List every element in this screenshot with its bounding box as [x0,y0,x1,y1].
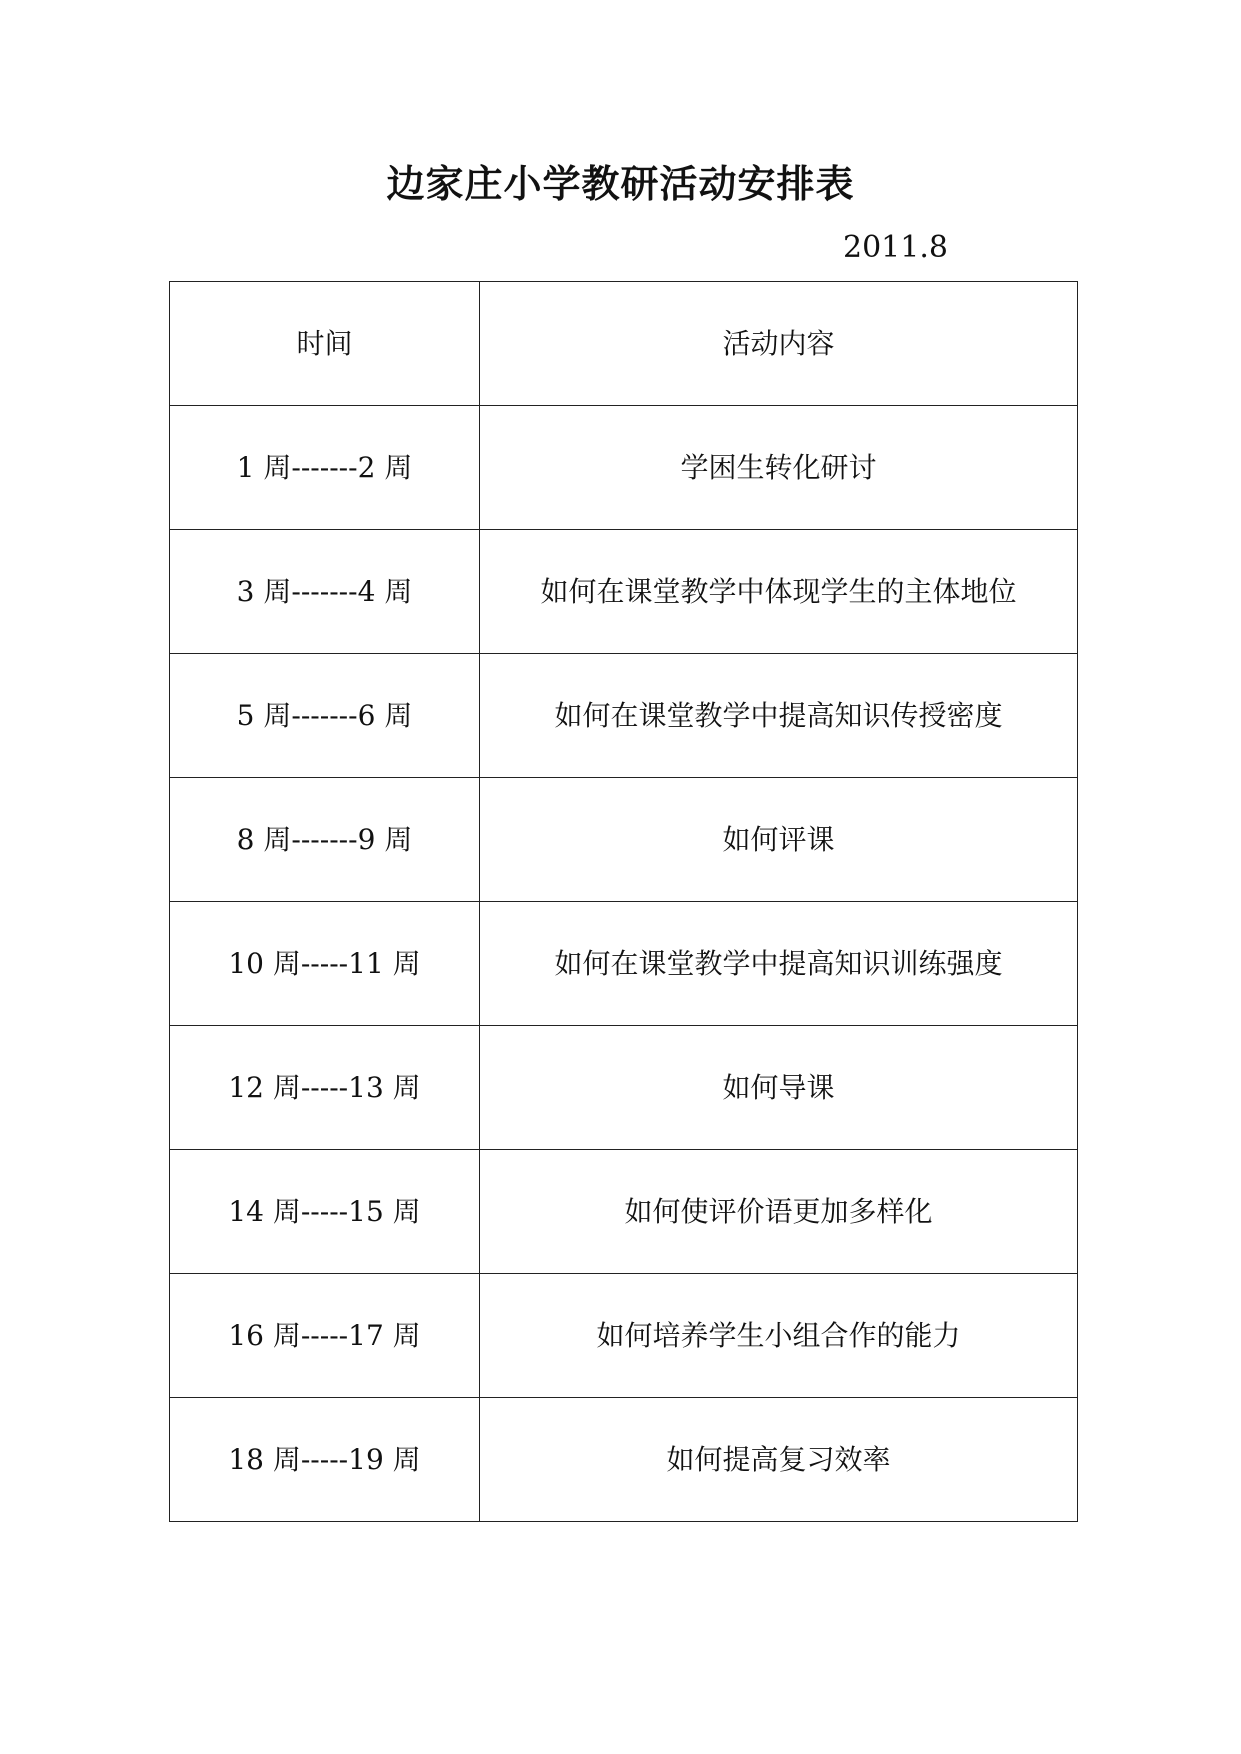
table-row [170,406,1078,530]
table-row [170,1150,1078,1274]
time-cell: 18 周-----19 周 [170,1398,480,1522]
time-cell: 8 周-------9 周 [170,778,480,902]
activity-cell: 如何在课堂教学中提高知识训练强度 [480,902,1078,1026]
activity-cell: 如何在课堂教学中提高知识传授密度 [480,654,1078,778]
table-row [170,530,1078,654]
time-cell: 10 周-----11 周 [170,902,480,1026]
activity-cell: 如何评课 [480,778,1078,902]
table-row [170,1026,1078,1150]
time-cell: 1 周-------2 周 [170,406,480,530]
table-row [170,1398,1078,1522]
activity-cell: 如何导课 [480,1026,1078,1150]
table-row [170,902,1078,1026]
time-cell: 5 周-------6 周 [170,654,480,778]
time-cell: 16 周-----17 周 [170,1274,480,1398]
schedule-table [169,281,1078,1522]
activity-cell: 如何提高复习效率 [480,1398,1078,1522]
table-row [170,654,1078,778]
table-row [170,778,1078,902]
activity-cell: 学困生转化研讨 [480,406,1078,530]
time-cell: 12 周-----13 周 [170,1026,480,1150]
time-cell: 3 周-------4 周 [170,530,480,654]
table-row [170,1274,1078,1398]
activity-cell: 如何在课堂教学中体现学生的主体地位 [480,530,1078,654]
activity-cell: 如何使评价语更加多样化 [480,1150,1078,1274]
header-time: 时间 [170,282,480,406]
time-cell: 14 周-----15 周 [170,1150,480,1274]
document-date: 2011.8 [843,230,948,265]
header-activity: 活动内容 [480,282,1078,406]
activity-cell: 如何培养学生小组合作的能力 [480,1274,1078,1398]
page-title: 边家庄小学教研活动安排表 [386,161,855,206]
table-header-row [170,282,1078,406]
